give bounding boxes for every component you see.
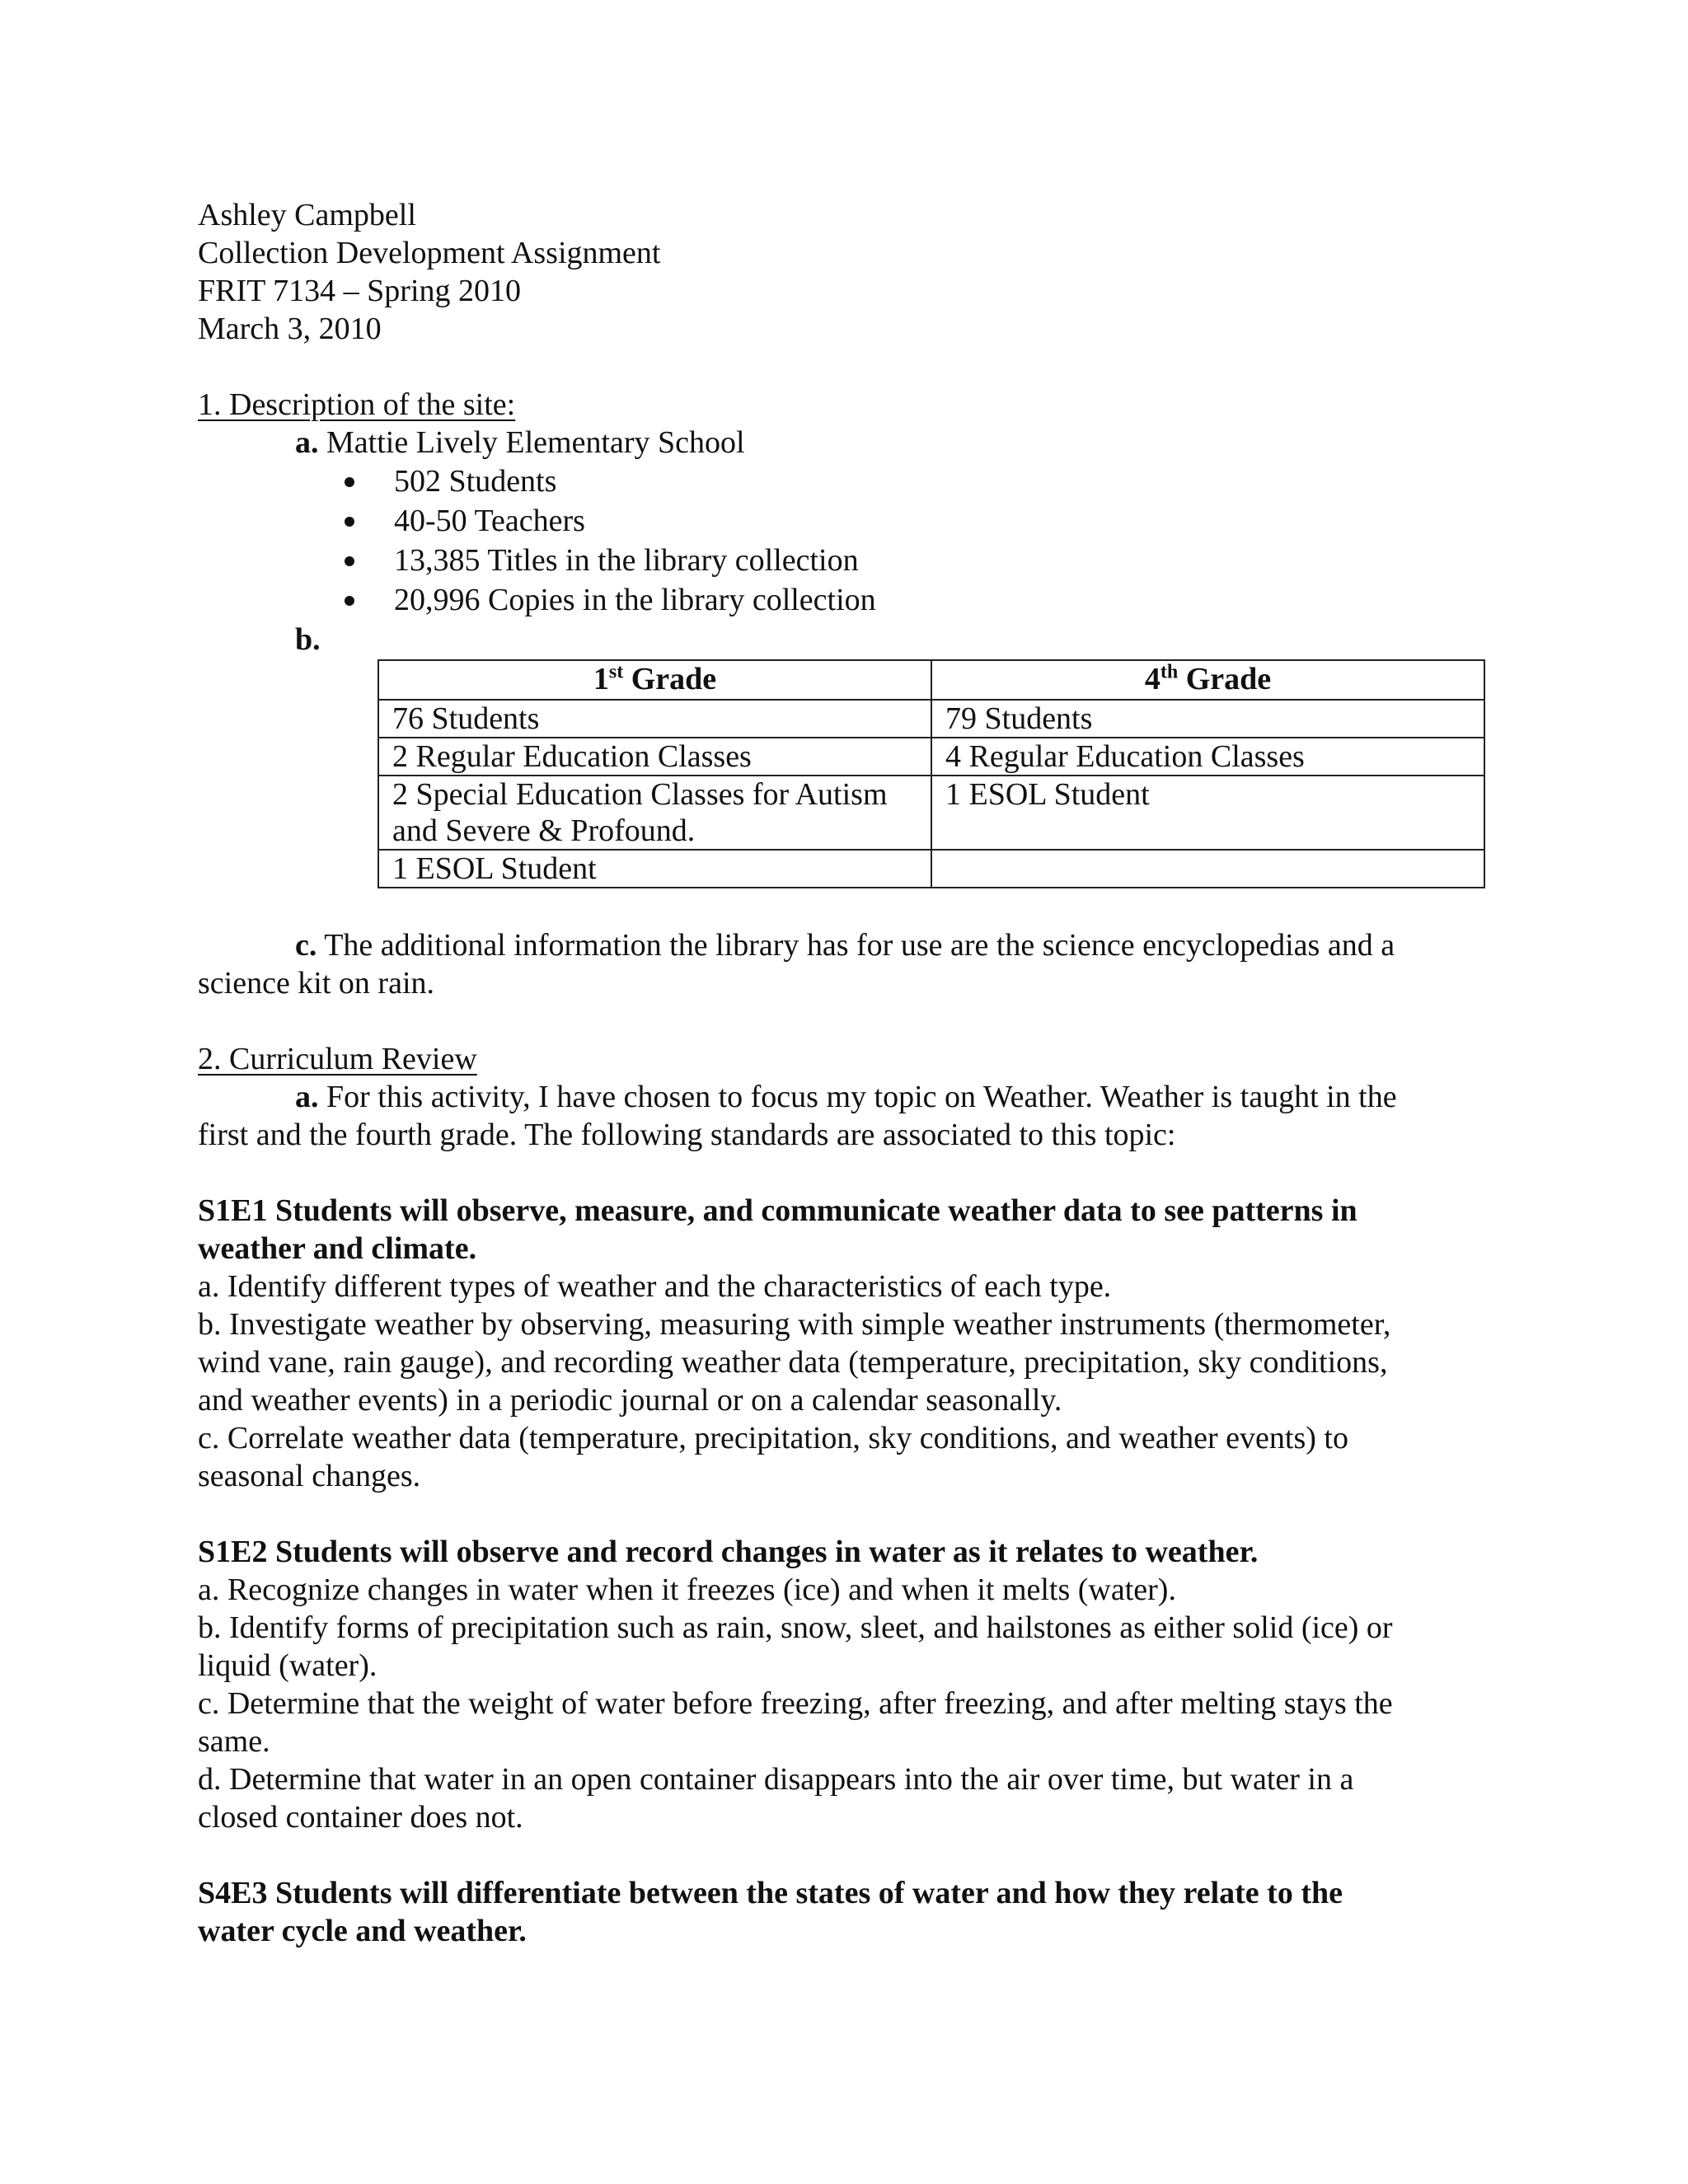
s1e1-line: c. Correlate weather data (temperature, precipitation, sky conditions, and weather events) to — [198, 1421, 1348, 1455]
table-cell: 2 Special Education Classes for Autism and Severe & Profound. — [378, 776, 931, 850]
s1e2-line: c. Determine that the weight of water before freezing, after freezing, and after melting stays the — [198, 1686, 1393, 1721]
author-name: Ashley Campbell — [198, 198, 416, 232]
first-grade-header: 1st Grade — [378, 660, 931, 700]
s1e2-title: S1E2 Students will observe and record changes in water as it relates to weather. — [198, 1535, 1259, 1569]
course-info: FRIT 7134 – Spring 2010 — [198, 274, 522, 308]
table-cell: 1 ESOL Student — [931, 776, 1484, 850]
s4e3-title-line2: water cycle and weather. — [198, 1914, 527, 1948]
site-facts-list — [198, 462, 1484, 620]
table-cell: 79 Students — [931, 700, 1484, 738]
s4e3-title-line1: S4E3 Students will differentiate between the states of water and how they relate to the — [198, 1876, 1343, 1910]
grades-table — [377, 659, 1485, 888]
table-row — [378, 776, 1484, 850]
table-header-row — [378, 660, 1484, 700]
fourth-grade-header: 4th Grade — [931, 660, 1484, 700]
s1e1-line: wind vane, rain gauge), and recording weather data (temperature, precipitation, sky conditions, — [198, 1345, 1388, 1380]
item-b-label: b. — [295, 622, 321, 657]
s1e2-line: a. Recognize changes in water when it freezes (ice) and when it melts (water). — [198, 1572, 1176, 1607]
s1e1-line: b. Investigate weather by observing, measuring with simple weather instruments (thermometer, — [198, 1307, 1391, 1342]
table-cell: 76 Students — [378, 700, 931, 738]
site-name-line — [198, 424, 1484, 462]
list-item: 13,385 Titles in the library collection — [343, 541, 1484, 580]
item-c-label: c. — [295, 928, 317, 963]
table-row — [378, 850, 1484, 888]
s1e1-title-line2: weather and climate. — [198, 1231, 477, 1266]
table-cell: 2 Regular Education Classes — [378, 738, 931, 776]
s1e1-line: seasonal changes. — [198, 1459, 421, 1493]
curriculum-a-line1 — [198, 1078, 1484, 1116]
curriculum-a-label: a. — [295, 1080, 319, 1114]
section2-heading: 2. Curriculum Review — [198, 1042, 477, 1076]
item-c-text: The additional information the library has for use are the science encyclopedias and a — [324, 928, 1395, 963]
s1e2-line: same. — [198, 1724, 270, 1759]
table-row — [378, 738, 1484, 776]
list-item: 20,996 Copies in the library collection — [343, 580, 1484, 620]
assignment-title: Collection Development Assignment — [198, 236, 661, 270]
document-date: March 3, 2010 — [198, 312, 382, 346]
s1e2-line: closed container does not. — [198, 1800, 523, 1835]
school-name: Mattie Lively Elementary School — [326, 425, 745, 460]
table-row — [378, 700, 1484, 738]
s1e1-title-line1: S1E1 Students will observe, measure, and communicate weather data to see patterns in — [198, 1193, 1357, 1228]
table-cell — [931, 850, 1484, 888]
list-item: 40-50 Teachers — [343, 501, 1484, 541]
item-a-label: a. — [295, 425, 319, 460]
s1e2-line: b. Identify forms of precipitation such as rain, snow, sleet, and hailstones as either solid (ice) or — [198, 1610, 1393, 1645]
item-c-line2: science kit on rain. — [198, 966, 435, 1001]
curriculum-a-text: For this activity, I have chosen to focus my topic on Weather. Weather is taught in the — [326, 1080, 1397, 1114]
table-cell: 1 ESOL Student — [378, 850, 931, 888]
list-item: 502 Students — [343, 462, 1484, 501]
table-cell: 4 Regular Education Classes — [931, 738, 1484, 776]
s1e1-line: a. Identify different types of weather and the characteristics of each type. — [198, 1269, 1112, 1304]
s1e1-line: and weather events) in a periodic journal or on a calendar seasonally. — [198, 1383, 1062, 1418]
item-c-line1 — [198, 926, 1484, 964]
s1e2-line: d. Determine that water in an open container disappears into the air over time, but water in a — [198, 1762, 1354, 1797]
document-page — [198, 196, 1484, 1950]
curriculum-a-line2: first and the fourth grade. The following standards are associated to this topic: — [198, 1118, 1176, 1152]
s1e2-line: liquid (water). — [198, 1648, 377, 1683]
section1-heading: 1. Description of the site: — [198, 387, 516, 422]
